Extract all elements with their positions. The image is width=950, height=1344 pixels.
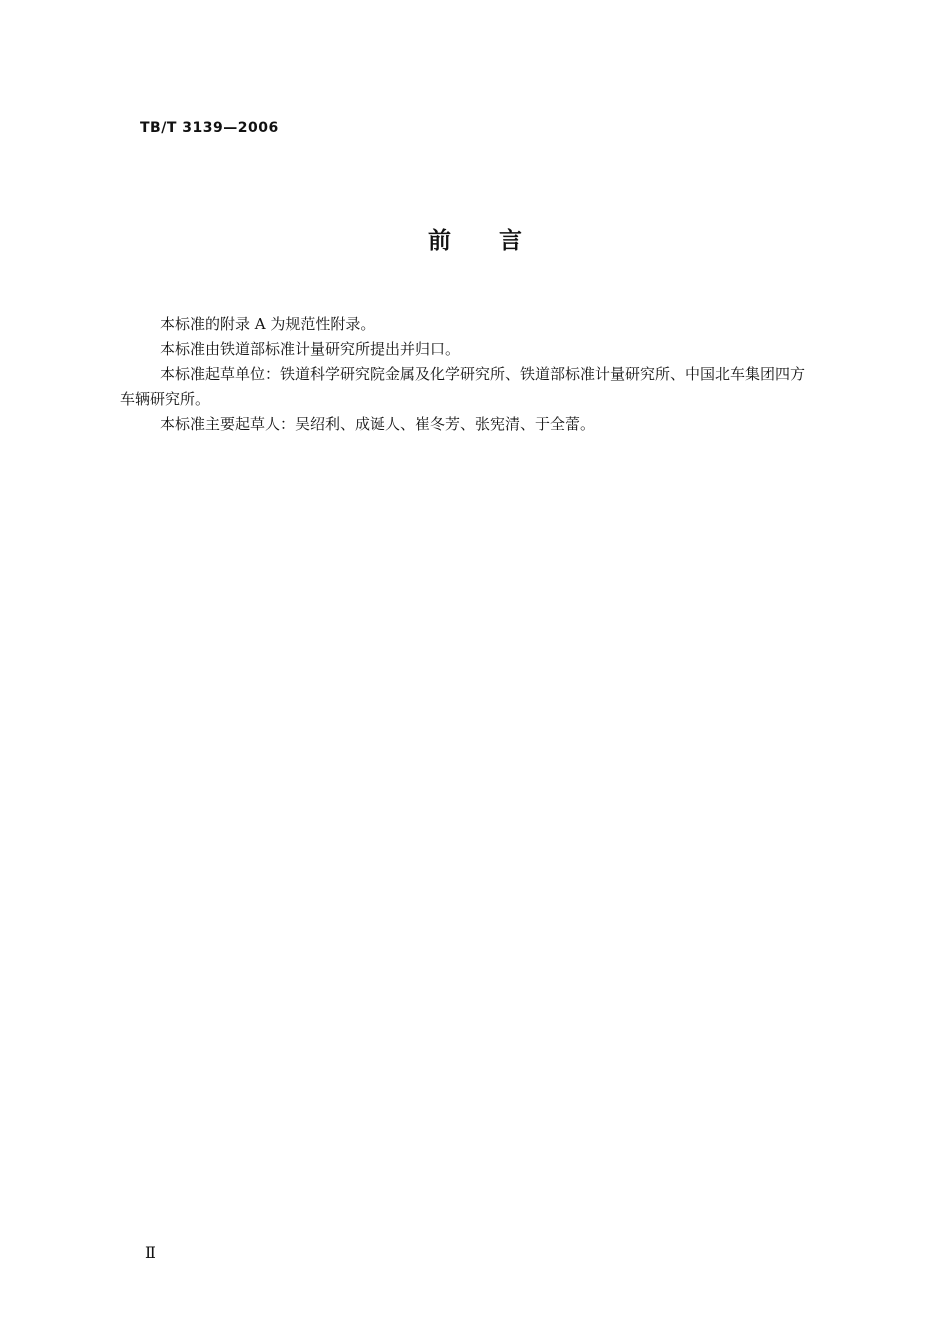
paragraph-annex: 本标准的附录 A 为规范性附录。 [160,315,376,333]
foreword-body [120,312,860,437]
paragraph-drafting-units [120,362,860,412]
standard-code: TB/T 3139—2006 [140,120,279,136]
paragraph-drafting-units-line-2: 车辆研究所。 [120,390,211,408]
paragraph-drafters: 本标准主要起草人：吴绍利、成诞人、崔冬芳、张宪清、于全蕾。 [160,415,596,433]
paragraph-drafting-units-line-1: 本标准起草单位：铁道科学研究院金属及化学研究所、铁道部标准计量研究所、中国北车集团四方 [160,365,806,383]
page-title: 前言 [428,228,570,254]
paragraph-proposer: 本标准由铁道部标准计量研究所提出并归口。 [160,340,461,358]
page-number: Ⅱ [145,1243,156,1262]
